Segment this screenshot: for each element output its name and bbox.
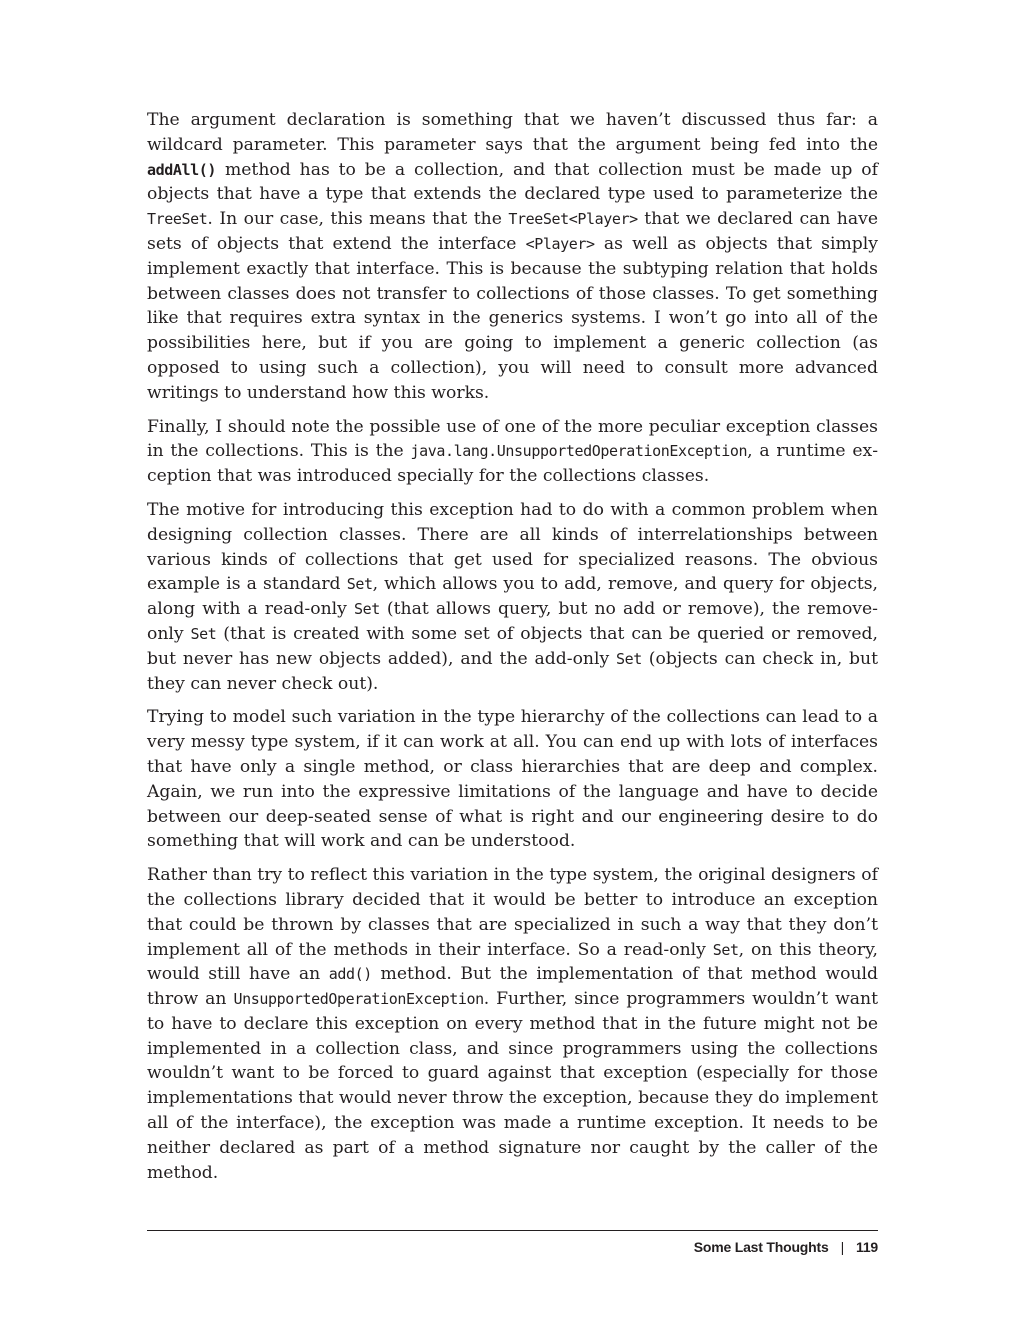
page-number: 119 bbox=[856, 1239, 878, 1255]
text-run: The argument declaration is something that we haven’t discussed thus far: a wildcard parameter. This parameter says that the argument being fed into the bbox=[147, 110, 878, 155]
text-run: The motive for introducing this exception had to do with a common problem when designing collection classes. There are all kinds of interrelationships between various kinds of collections that get used for specialized reasons. The obvious example is a standard bbox=[147, 499, 878, 595]
text-run: that we declared can have sets of objects that extend the interface bbox=[147, 209, 879, 254]
paragraph bbox=[147, 498, 878, 696]
text-run: Trying to model such variation in the type hierarchy of the collections can lead to a very messy type system, if it can work at all. You can end up with lots of interfaces that have only a single method, or class hierarchies that are deep and complex. Again, we run into the expressive limitations of the language and have to decide between our deep-seated sense of what is right and our engineering desire to do something that will work and can be understood. bbox=[147, 707, 878, 852]
paragraph bbox=[147, 863, 878, 1185]
inline-code: TreeSet bbox=[147, 210, 208, 229]
inline-code: Set bbox=[353, 600, 380, 619]
paragraph bbox=[147, 108, 878, 406]
text-run: , a runtime exception that was introduced specially for the collections classes. bbox=[147, 441, 878, 487]
inline-code: add() bbox=[328, 965, 372, 984]
inline-code: TreeSet<Player> bbox=[508, 210, 638, 229]
paragraph bbox=[147, 705, 878, 854]
text-run: , on this theory, would still have an bbox=[147, 939, 878, 985]
text-run: Finally, I should note the possible use of one of the more peculiar exception classes in the collections. This is the bbox=[147, 416, 878, 462]
text-run: (that is created with some set of objects that can be queried or removed, but never has new objects added), and the add-only bbox=[147, 623, 878, 669]
page-footer bbox=[147, 1239, 878, 1255]
text-run: , which allows you to add, remove, and query for objects, along with a read-only bbox=[147, 574, 879, 620]
inline-code: Set bbox=[190, 624, 217, 643]
text-run: Rather than try to reflect this variation in the type system, the original designers of the collections library decided that it would be better to introduce an exception that could be thrown by classes that are specialized in such a way that they don’t implement all of the methods in their interface. So a read-only bbox=[147, 865, 878, 960]
footer-rule bbox=[147, 1230, 878, 1231]
inline-code: addAll() bbox=[147, 160, 217, 179]
inline-code: <Player> bbox=[525, 234, 595, 253]
text-run: . Further, since programmers wouldn’t want to have to declare this exception on every method that in the future might not be implemented in a collection class, and since programmers using the collections wouldn’t want to be forced to guard against that exception (especially for those implementations that would never throw the exception, because they do implement all of the interface), the exception was made a runtime exception. It needs to be neither declared as part of a method signature nor caught by the caller of the method. bbox=[147, 989, 879, 1183]
inline-code: UnsupportedOperationException bbox=[233, 990, 484, 1009]
inline-code: Set bbox=[616, 649, 642, 668]
paragraph bbox=[147, 415, 878, 489]
text-run: (objects can check in, but they can never check out). bbox=[147, 648, 878, 694]
running-footer-title: Some Last Thoughts bbox=[693, 1239, 829, 1255]
inline-code: Set bbox=[346, 575, 373, 594]
text-run: method. But the implementation of that method would throw an bbox=[147, 964, 879, 1010]
text-run: (that allows query, but no add or remove), the remove-only bbox=[147, 599, 878, 644]
body-text bbox=[147, 108, 878, 1194]
inline-code: java.lang.UnsupportedOperationException bbox=[410, 442, 748, 461]
text-run: method has to be a collection, and that collection must be made up of objects that have a type that extends the declared type used to parameterize the bbox=[147, 159, 878, 205]
inline-code: Set bbox=[712, 940, 739, 959]
text-run: as well as objects that simply implement exactly that interface. This is because the subtyping relation that holds between classes does not transfer to collections of those classes. To get something like that requires extra syntax in the generics systems. I won’t go into all of the possibilities here, but if you are going to implement a generic collection (as opposed to using such a collection), you will need to consult more advanced writings to understand how this works. bbox=[147, 233, 879, 403]
footer-separator: | bbox=[840, 1239, 844, 1255]
text-run: . In our case, this means that the bbox=[207, 209, 509, 230]
